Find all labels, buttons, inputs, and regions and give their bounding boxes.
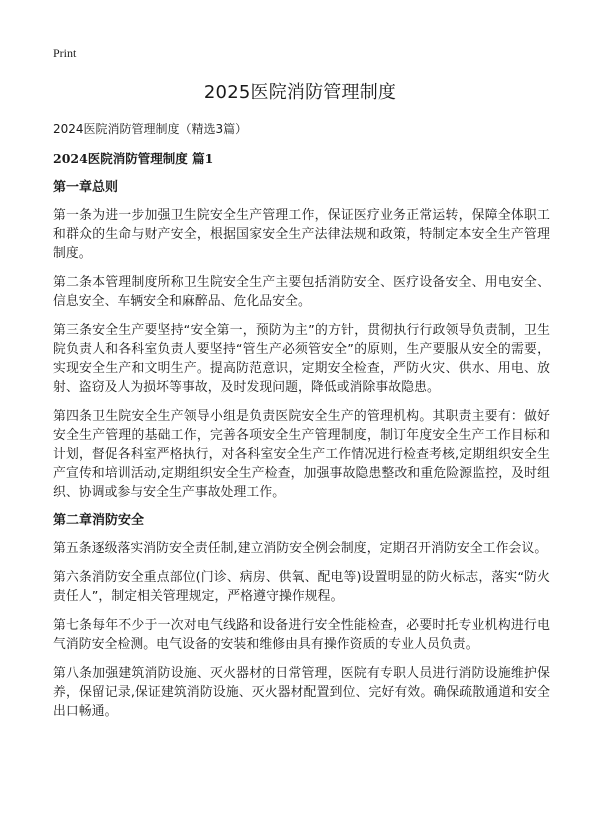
document-body bbox=[53, 179, 550, 731]
print-link[interactable]: Print bbox=[53, 46, 77, 60]
article-7-paragraph: 第七条每年不少于一次对电气线路和设备进行安全性能检查，必要时托专业机构进行电气消防安全检测。电气设备的安装和维修由具有操作资质的专业人员负责。 bbox=[53, 618, 550, 652]
document-title: 2025医院消防管理制度 bbox=[203, 82, 397, 103]
article-3-paragraph: 第三条安全生产要坚持“安全第一，预防为主”的方针，贯彻执行行政领导负责制，卫生院负责人和各科室负责人要坚持“管生产必须管安全”的原则，生产要服从安全的需要，实现安全生产和文明生产。提高防范意识，定期安全检查，严防火灾、供水、用电、放射、盗窃及人为损坏等事故，及时发现问题，降低或消除事故隐患。 bbox=[53, 323, 550, 395]
article-4-paragraph: 第四条卫生院安全生产领导小组是负责医院安全生产的管理机构。其职责主要有：做好安全生产管理的基础工作，完善各项安全生产管理制度，制订年度安全生产工作目标和计划，督促各科室严格执行，对各科室安全生产工作情况进行检查考核,定期组织安全生产宣传和培训活动,定期组织安全生产检查，加强事故隐患整改和重危险源监控，及时组织、协调或参与安全生产事故处理工作。 bbox=[53, 409, 550, 500]
article-6-paragraph: 第六条消防安全重点部位(门诊、病房、供氧、配电等)设置明显的防火标志，落实“防火责任人”，制定相关管理规定，严格遵守操作规程。 bbox=[53, 570, 550, 604]
chapter-heading-fire-safety: 第二章消防安全 bbox=[53, 513, 145, 528]
document-subtitle: 2024医院消防管理制度（精选3篇） bbox=[53, 122, 248, 136]
article-5-paragraph: 第五条逐级落实消防安全责任制,建立消防安全例会制度，定期召开消防安全工作会议。 bbox=[53, 541, 548, 556]
article-2-paragraph: 第二条本管理制度所称卫生院安全生产主要包括消防安全、医疗设备安全、用电安全、信息安全、车辆安全和麻醉品、危化品安全。 bbox=[53, 275, 550, 309]
article-heading: 2024医院消防管理制度 篇1 bbox=[53, 151, 214, 166]
chapter-heading-general: 第一章总则 bbox=[53, 180, 119, 195]
article-1-paragraph: 第一条为进一步加强卫生院安全生产管理工作，保证医疗业务正常运转，保障全体职工和群众的生命与财产安全，根据国家安全生产法律法规和政策，特制定本安全生产管理制度。 bbox=[53, 208, 550, 261]
article-8-paragraph: 第八条加强建筑消防设施、灭火器材的日常管理，医院有专职人员进行消防设施维护保养，保留记录,保证建筑消防设施、灭火器材配置到位、完好有效。确保疏散通道和安全出口畅通。 bbox=[53, 666, 550, 719]
